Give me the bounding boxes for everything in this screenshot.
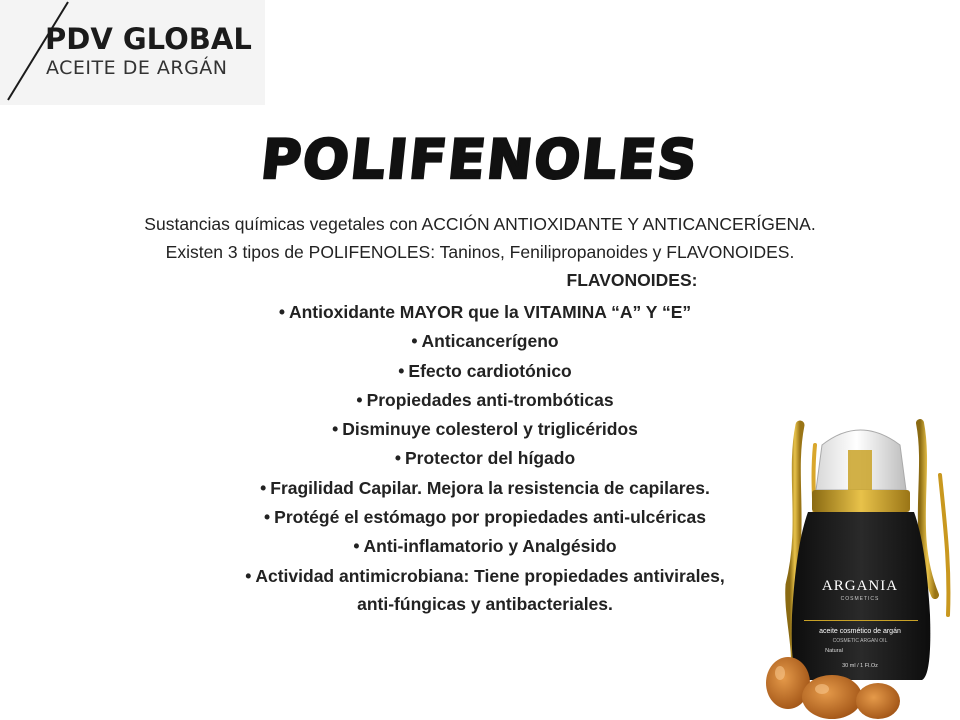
argan-oil-product-image: [760, 415, 960, 720]
bullet-item: • Antioxidante MAYOR que la VITAMINA “A” Y “E”: [278, 302, 692, 322]
product-label-line2: COSMETIC ARGAN OIL: [832, 638, 888, 644]
pdv-global-logo: [0, 0, 265, 105]
product-label-line1: aceite cosmético de argán: [819, 628, 901, 635]
bullet-item: • Fragilidad Capilar. Mejora la resistencia de capilares.: [260, 477, 710, 498]
bullet-item: • Actividad antimicrobiana: Tiene propiedades antivirales,: [245, 565, 725, 586]
bullet-item: • Anti-inflamatorio y Analgésido: [353, 536, 617, 557]
product-variant: Natural: [825, 648, 843, 654]
slide-title: POLIFENOLES: [258, 128, 702, 191]
bullet-item: • Protégé el estómago por propiedades anti-ulcéricas: [264, 507, 706, 528]
intro-line: Sustancias químicas vegetales con ACCIÓN ANTIOXIDANTE Y ANTICANCERÍGENA.: [144, 214, 816, 234]
product-volume: 30 ml / 1 Fl.Oz: [842, 663, 878, 669]
bullet-item: • Efecto cardiotónico: [398, 360, 572, 381]
product-brand-sub: COSMETICS: [840, 596, 880, 602]
bullet-item: • Disminuye colesterol y triglicéridos: [332, 419, 638, 440]
bullet-item: • Propiedades anti-trombóticas: [356, 389, 614, 410]
bullet-item: • Protector del hígado: [394, 448, 576, 469]
flavonoides-heading: FLAVONOIDES:: [566, 270, 698, 290]
oil-drip-right-thin: [940, 475, 948, 615]
logo-subtitle: ACEITE DE ARGÁN: [46, 57, 228, 79]
logo-title: PDV GLOBAL: [45, 22, 252, 56]
intro-line: Existen 3 tipos de POLIFENOLES: Taninos, Fenilipropanoides y FLAVONOIDES.: [165, 242, 795, 262]
argan-nut: [856, 683, 900, 719]
gold-collar: [812, 490, 910, 512]
bullet-item: • Anticancerígeno: [411, 331, 559, 352]
flavonoides-bullet-list: [110, 298, 860, 619]
product-brand: ARGANIA: [821, 578, 899, 594]
bullet-continuation: anti-fúngicas y antibacteriales.: [357, 593, 613, 614]
argan-nut: [802, 675, 862, 719]
intro-text: [40, 210, 920, 266]
